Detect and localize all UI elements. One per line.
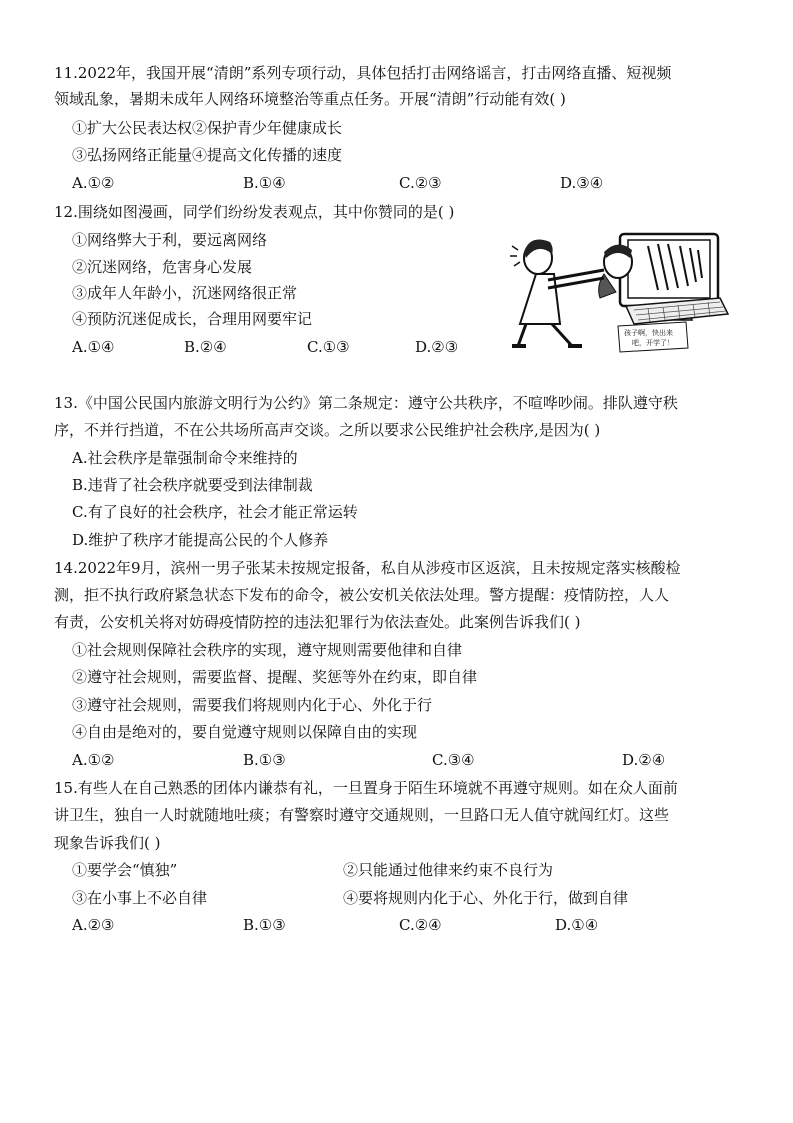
cartoon-illustration	[508, 228, 730, 354]
q14-stem-line1: 14.2022年9月，滨州一男子张某未按规定报备，私自从涉疫市区返滨，且未按规定落实核酸检	[54, 559, 681, 577]
q14-item-4: ④自由是绝对的，要自觉遵守规则以保障自由的实现	[72, 723, 418, 741]
q14-stem-line2: 测，拒不执行政府紧急状态下发布的命令，被公安机关依法处理。警方提醒：疫情防控，人人	[54, 586, 670, 604]
q14-option-b: B.①③	[243, 751, 286, 769]
q13-option-a: A.社会秩序是靠强制命令来维持的	[72, 449, 298, 467]
caption-line2: 吧，开学了！	[632, 339, 674, 347]
q13-option-b: B.违背了社会秩序就要受到法律制裁	[72, 476, 313, 494]
q11-stem-line1: 11.2022年，我国开展“清朗”系列专项行动，具体包括打击网络谣言，打击网络直播、短视频	[54, 64, 672, 82]
q11-option-b: B.①④	[243, 174, 286, 192]
q13-stem-line1: 13.《中国公民国内旅游文明行为公约》第二条规定：遵守公共秩序，不喧哗吵闹。排队遵守秩	[54, 394, 678, 412]
q11-option-c: C.②③	[399, 174, 442, 192]
q11-stem-line2: 领域乱象，暑期未成年人网络环境整治等重点任务。开展“清朗”行动能有效( )	[54, 90, 566, 108]
q12-option-d: D.②③	[415, 338, 459, 356]
parent-figure	[510, 240, 604, 346]
q11-item-1: ①扩大公民表达权②保护青少年健康成长	[72, 119, 343, 137]
q15-stem-line1: 15.有些人在自己熟悉的团体内谦恭有礼，一旦置身于陌生环境就不再遵守规则。如在众人面前	[54, 779, 678, 797]
q15-item-1: ①要学会“慎独”	[72, 861, 178, 879]
caption-line1: 孩子啊，快出来	[624, 329, 673, 337]
q14-option-a: A.①②	[72, 751, 115, 769]
q15-option-b: B.①③	[243, 916, 286, 934]
q15-item-2: ②只能通过他律来约束不良行为	[343, 861, 554, 879]
q12-option-a: A.①④	[72, 338, 115, 356]
q14-option-c: C.③④	[432, 751, 475, 769]
q11-option-a: A.①②	[72, 174, 115, 192]
q11-option-d: D.③④	[560, 174, 604, 192]
q15-option-c: C.②④	[399, 916, 442, 934]
q14-option-d: D.②④	[622, 751, 666, 769]
q15-option-a: A.②③	[72, 916, 115, 934]
q13-stem-line2: 序，不并行挡道，不在公共场所高声交谈。之所以要求公民维护社会秩序,是因为( )	[54, 421, 601, 439]
q12-item-4: ④预防沉迷促成长，合理用网要牢记	[72, 310, 313, 328]
q15-item-4: ④要将规则内化于心、外化于行，做到自律	[343, 889, 629, 907]
q12-item-1: ①网络弊大于利，要远离网络	[72, 231, 268, 249]
speech-caption	[618, 322, 688, 352]
q13-option-c: C.有了良好的社会秩序，社会才能正常运转	[72, 503, 358, 521]
q15-stem-line3: 现象告诉我们( )	[54, 834, 161, 852]
q12-option-c: C.①③	[307, 338, 350, 356]
q14-stem-line3: 有责，公安机关将对妨碍疫情防控的违法犯罪行为依法查处。此案例告诉我们( )	[54, 613, 581, 631]
q13-option-d: D.维护了秩序才能提高公民的个人修养	[72, 531, 329, 549]
q14-item-3: ③遵守社会规则，需要我们将规则内化于心、外化于行	[72, 696, 433, 714]
q12-option-b: B.②④	[184, 338, 227, 356]
q12-item-3: ③成年人年龄小，沉迷网络很正常	[72, 284, 298, 302]
q14-item-2: ②遵守社会规则，需要监督、提醒、奖惩等外在约束，即自律	[72, 668, 478, 686]
q12-stem: 12.围绕如图漫画，同学们纷纷发表观点，其中你赞同的是( )	[54, 203, 455, 221]
q15-option-d: D.①④	[555, 916, 599, 934]
q15-stem-line2: 讲卫生，独自一人时就随地吐痰；有警察时遵守交通规则，一旦路口无人值守就闯红灯。这些	[54, 806, 670, 824]
q11-item-2: ③弘扬网络正能量④提高文化传播的速度	[72, 146, 343, 164]
q14-item-1: ①社会规则保障社会秩序的实现，遵守规则需要他律和自律	[72, 641, 463, 659]
q15-item-3: ③在小事上不必自律	[72, 889, 208, 907]
q12-item-2: ②沉迷网络，危害身心发展	[72, 258, 253, 276]
